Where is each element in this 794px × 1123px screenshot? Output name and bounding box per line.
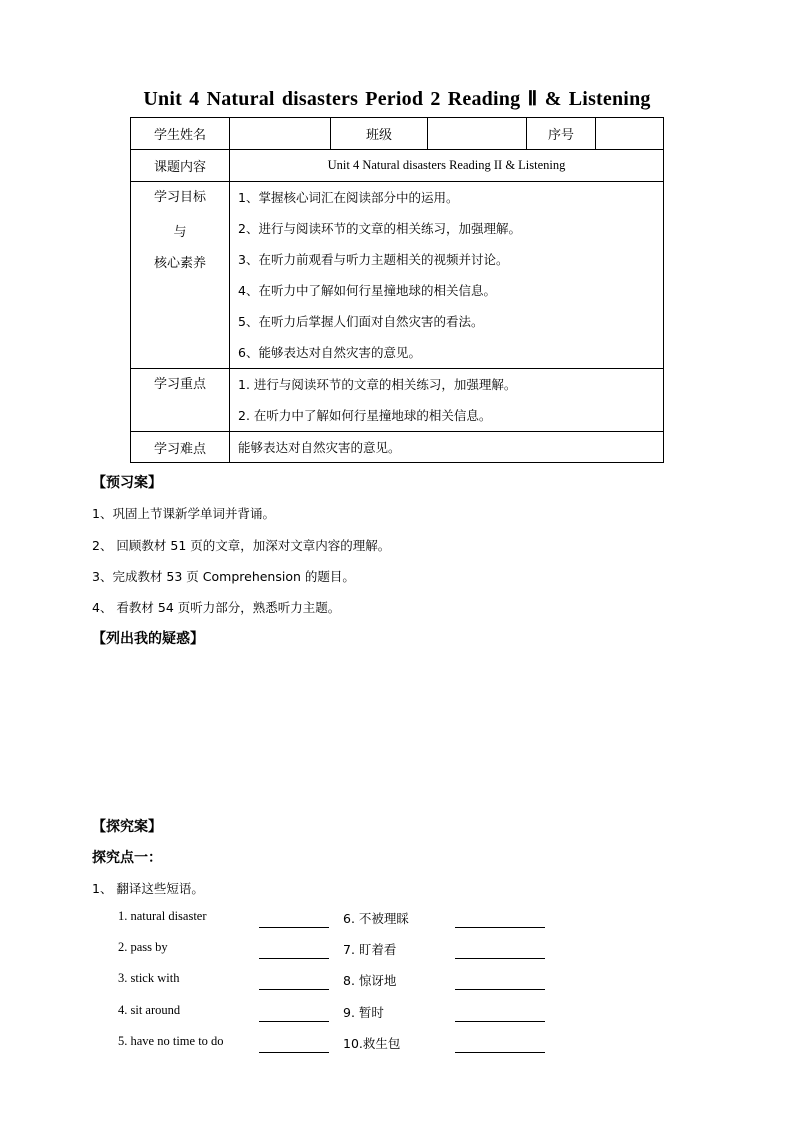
phrase-cn: 6. 不被理睬 bbox=[343, 911, 409, 926]
answer-blank[interactable] bbox=[455, 944, 545, 959]
phrase-cn: 9. 暂时 bbox=[343, 1005, 384, 1020]
student-name-label: 学生姓名 bbox=[131, 118, 230, 150]
answer-blank[interactable] bbox=[455, 913, 545, 928]
answer-blank[interactable] bbox=[455, 1038, 545, 1053]
key-label-text: 学习重点 bbox=[153, 377, 206, 392]
phrase-en: 2. pass by bbox=[118, 940, 168, 954]
document-title: Unit 4 Natural disasters Period 2 Reading Ⅱ & Listening bbox=[143, 88, 651, 110]
key-point-item: 2. 在听力中了解如何行星撞地球的相关信息。 bbox=[238, 408, 492, 423]
goal-item: 6、能够表达对自然灾害的意见。 bbox=[238, 345, 421, 360]
answer-blank[interactable] bbox=[259, 913, 329, 928]
phrase-en: 4. sit around bbox=[118, 1003, 181, 1017]
key-points-list bbox=[230, 369, 664, 432]
phrase-row bbox=[118, 909, 558, 929]
goals-label bbox=[131, 182, 230, 369]
answer-blank[interactable] bbox=[259, 1007, 329, 1022]
preview-item: 3、完成教材 53 页 Comprehension 的题目。 bbox=[92, 569, 355, 584]
phrase-en: 5. have no time to do bbox=[118, 1034, 224, 1048]
answer-blank[interactable] bbox=[455, 975, 545, 990]
explore-point: 探究点一： bbox=[92, 850, 162, 866]
key-point-item: 1. 进行与阅读环节的文章的相关练习，加强理解。 bbox=[238, 377, 517, 392]
phrase-row bbox=[118, 940, 558, 960]
answer-blank[interactable] bbox=[259, 1038, 329, 1053]
topic-label: 课题内容 bbox=[131, 150, 230, 182]
phrase-row bbox=[118, 1003, 558, 1023]
answer-blank[interactable] bbox=[259, 975, 329, 990]
phrase-en: 1. natural disaster bbox=[118, 909, 207, 923]
number-field[interactable] bbox=[596, 118, 664, 150]
phrase-row bbox=[118, 1034, 558, 1054]
goal-item: 4、在听力中了解如何行星撞地球的相关信息。 bbox=[238, 283, 496, 298]
goals-list bbox=[230, 182, 664, 369]
number-label: 序号 bbox=[527, 118, 596, 150]
goals-label-line1: 学习目标 bbox=[153, 190, 206, 205]
goal-item: 5、在听力后掌握人们面对自然灾害的看法。 bbox=[238, 314, 484, 329]
student-name-field[interactable] bbox=[230, 118, 331, 150]
phrase-cn: 7. 盯着看 bbox=[343, 942, 397, 957]
preview-item: 1、巩固上节课新学单词并背诵。 bbox=[92, 506, 275, 521]
explore-task: 1、 翻译这些短语。 bbox=[92, 881, 204, 896]
info-table bbox=[130, 117, 664, 463]
goals-label-line3: 核心素养 bbox=[153, 256, 206, 271]
topic-value: Unit 4 Natural disasters Reading II & Listening bbox=[230, 150, 664, 182]
goal-item: 2、进行与阅读环节的文章的相关练习，加强理解。 bbox=[238, 221, 521, 236]
answer-blank[interactable] bbox=[455, 1007, 545, 1022]
difficulty-value: 能够表达对自然灾害的意见。 bbox=[230, 432, 664, 463]
class-label: 班级 bbox=[331, 118, 428, 150]
goal-item: 3、在听力前观看与听力主题相关的视频并讨论。 bbox=[238, 252, 509, 267]
preview-item: 2、 回顾教材 51 页的文章，加深对文章内容的理解。 bbox=[92, 538, 391, 553]
difficulty-label: 学习难点 bbox=[131, 432, 230, 463]
answer-blank[interactable] bbox=[259, 944, 329, 959]
explore-heading: 【探究案】 bbox=[92, 819, 162, 835]
preview-item: 4、 看教材 54 页听力部分，熟悉听力主题。 bbox=[92, 600, 341, 615]
preview-heading: 【预习案】 bbox=[92, 475, 162, 491]
questions-area[interactable] bbox=[92, 652, 692, 802]
key-label bbox=[131, 369, 230, 432]
goals-label-line2: 与 bbox=[173, 225, 187, 240]
goal-item: 1、掌握核心词汇在阅读部分中的运用。 bbox=[238, 190, 459, 205]
phrase-cn: 10.救生包 bbox=[343, 1036, 401, 1051]
class-field[interactable] bbox=[428, 118, 527, 150]
questions-heading: 【列出我的疑惑】 bbox=[92, 631, 204, 647]
phrase-row bbox=[118, 971, 558, 991]
phrase-cn: 8. 惊讶地 bbox=[343, 973, 397, 988]
phrase-en: 3. stick with bbox=[118, 971, 180, 985]
